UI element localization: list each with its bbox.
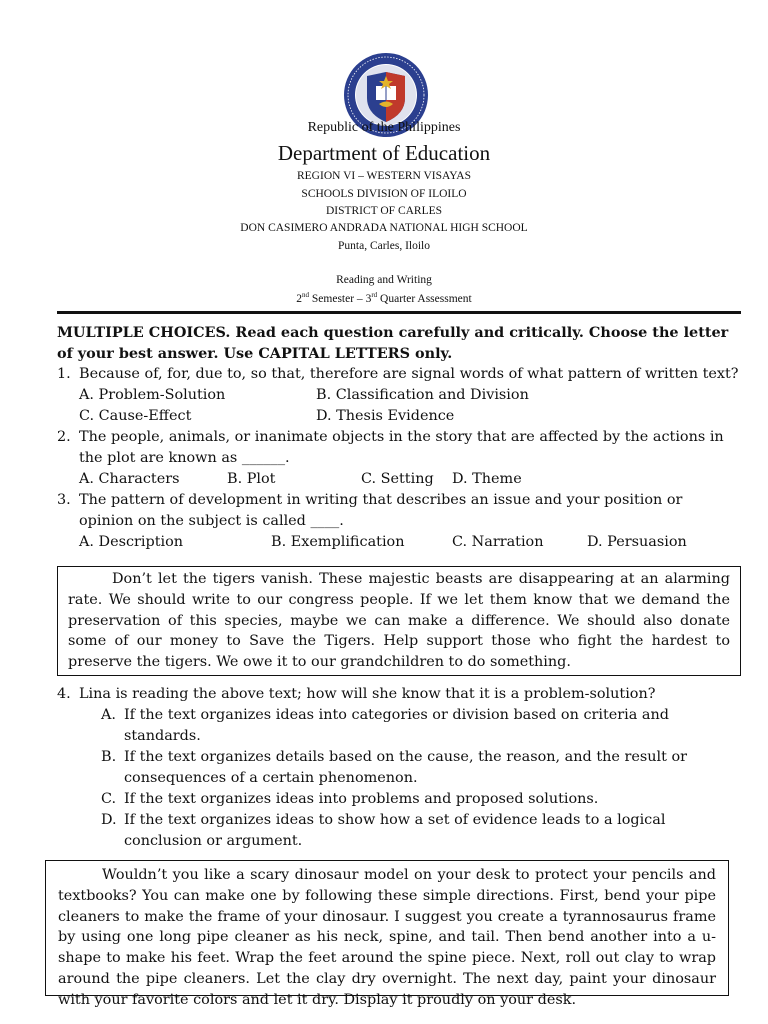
quarter-word: Quarter Assessment: [377, 292, 472, 305]
option-letter: C.: [101, 790, 117, 807]
passage-text: Don’t let the tigers vanish. These majestic beasts are disappearing at an alarming rate. We should write to our congress people. If we let them know that we demand the preservation of this species, maybe we can make a difference. We should also donate some of our money to Save the Tigers. Help support those who fight the hardest to preserve the tigers. We owe it to our grandchildren to do something.: [68, 571, 730, 671]
option-text: If the text organizes ideas into problems and proposed solutions.: [124, 790, 599, 807]
semester-word: Semester –: [309, 292, 366, 305]
passage-dinosaur: [45, 860, 729, 1008]
subject-title: Reading and Writing: [336, 274, 432, 286]
option-a[interactable]: A. Problem-Solution: [79, 387, 226, 403]
instructions: MULTIPLE CHOICES. Read each question carefully and critically. Choose the letter of your best answer. Use CAPITAL LETTERS only.: [57, 324, 729, 362]
option-c[interactable]: C. Setting: [361, 471, 434, 487]
semester-suffix: nd: [302, 291, 310, 299]
semester-number: 2: [296, 292, 303, 305]
option-c[interactable]: C. Cause-Effect: [79, 408, 192, 424]
option-b[interactable]: B. Plot: [227, 471, 276, 487]
question-3: [57, 490, 741, 553]
question-text: Because of, for, due to, so that, therefore are signal words of what pattern of written text?: [79, 366, 739, 382]
option-letter: A.: [101, 706, 116, 723]
question-2: [57, 427, 741, 490]
question-number: 3.: [57, 492, 71, 508]
option-c[interactable]: C. Narration: [452, 534, 544, 550]
division-line: SCHOOLS DIVISION OF ILOILO: [301, 188, 467, 200]
option-d[interactable]: [57, 810, 741, 852]
quarter-number: 3: [365, 292, 372, 305]
question-4: [57, 684, 741, 852]
option-d[interactable]: D. Theme: [452, 471, 522, 487]
region-line: REGION VI – WESTERN VISAYAS: [296, 170, 471, 182]
option-b[interactable]: [57, 747, 741, 789]
question-text: The people, animals, or inanimate objects in the story that are affected by the actions in the plot are known as ______.: [79, 429, 724, 466]
question-number: 4.: [57, 685, 71, 702]
assessment-body: [57, 322, 741, 1008]
question-text: The pattern of development in writing that describes an issue and your position or opinion on the subject is called ____.: [79, 492, 683, 529]
header-divider: [57, 311, 741, 314]
department-heading: Department of Education: [277, 141, 491, 165]
question-number: 1.: [57, 366, 71, 382]
option-d[interactable]: D. Persuasion: [587, 534, 687, 550]
option-d[interactable]: D. Thesis Evidence: [316, 408, 455, 424]
question-1: [57, 364, 741, 427]
republic-heading: Republic of the Philippines: [307, 120, 461, 135]
option-a[interactable]: A. Description: [79, 534, 184, 550]
option-text: If the text organizes ideas to show how a set of evidence leads to a logical conclusion or argument.: [124, 811, 666, 849]
semester-line: [0, 291, 768, 305]
option-text: If the text organizes details based on the cause, the reason, and the result or consequences of a certain phenomenon.: [124, 748, 688, 786]
question-number: 2.: [57, 429, 71, 445]
question-text: Lina is reading the above text; how will she know that it is a problem-solution?: [79, 685, 656, 702]
option-letter: D.: [101, 811, 117, 828]
option-c[interactable]: [57, 789, 741, 810]
passage-tigers: [57, 566, 741, 676]
quarter-suffix: rd: [371, 291, 378, 299]
option-a[interactable]: A. Characters: [79, 471, 180, 487]
school-line: DON CASIMERO ANDRADA NATIONAL HIGH SCHOOL: [240, 222, 528, 234]
option-b[interactable]: B. Classification and Division: [316, 387, 529, 403]
option-b[interactable]: B. Exemplification: [271, 534, 405, 550]
option-letter: B.: [101, 748, 117, 765]
option-a[interactable]: [57, 705, 741, 747]
address-line: Punta, Carles, Iloilo: [338, 240, 430, 252]
option-text: If the text organizes ideas into categories or division based on criteria and standards.: [124, 706, 669, 744]
district-line: DISTRICT OF CARLES: [325, 205, 443, 217]
passage-text: Wouldn’t you like a scary dinosaur model on your desk to protect your pencils and textbooks? You can make one by following these simple directions. First, bend your pipe cleaners to make the frame of your dinosaur. I suggest you create a tyrannosaurus frame by using one long pipe cleaner as his neck, spine, and tail. Then bend another into a u-shape to make his feet. Wrap the feet around the spine piece. Next, roll out clay to wrap around the pipe cleaners. Let the clay dry overnight. The next day, paint your dinosaur with your favorite colors and let it dry. Display it proudly on your desk.: [58, 866, 716, 1008]
